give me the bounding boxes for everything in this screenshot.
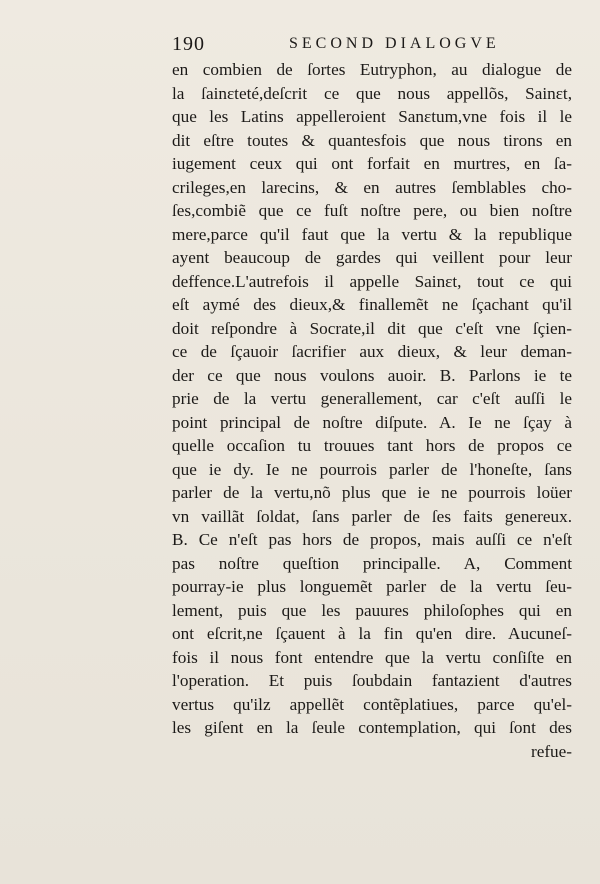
text-line: que les Latins appelleroient Sanɛtum,vne fois il le <box>172 107 572 126</box>
text-line: point principal de noſtre diſpute. A. Ie ne ſçay à <box>172 412 572 432</box>
text-line: iugement ceux qui ont forfait en murtres, en ſa- <box>172 154 572 173</box>
body-text <box>172 58 572 763</box>
text-line: la ſainɛteté,deſcrit ce que nous appellõs, Sainɛt, <box>172 83 572 103</box>
text-line: doit reſpondre à Socrate,il dit que c'eſt vne ſçien- <box>172 318 572 338</box>
text-line: dit eſtre toutes & quantesfois que nous tirons en <box>172 130 572 150</box>
text-line: ſes,combiẽ que ce fuſt noſtre pere, ou bien noſtre <box>172 201 572 220</box>
text-line: der ce que nous voulons auoir. B. Parlons ie te <box>172 365 572 385</box>
text-line: lement, puis que les pauures philoſophes qui en <box>172 600 572 620</box>
text-line: mere,parce qu'il faut que la vertu & la republique <box>172 224 572 244</box>
text-line: pourray-ie plus longuemẽt parler de la vertu ſeu- <box>172 577 572 596</box>
text-line: les giſent en la ſeule contemplation, qui ſont des <box>172 718 572 737</box>
text-line: parler de la vertu,nõ plus que ie ne pourrois loüer <box>172 483 572 502</box>
text-line: vn vaillãt ſoldat, ſans parler de ſes faits genereux. <box>172 506 572 526</box>
text-line: pas noſtre queſtion principalle. A, Comment <box>172 553 572 573</box>
running-head: SECOND DIALOGVE <box>289 35 500 52</box>
text-line: quelle occaſion tu trouues tant hors de propos ce <box>172 436 572 455</box>
text-line: vertus qu'ilz appellẽt contẽplatiues, parce qu'el- <box>172 694 572 714</box>
text-line: crileges,en larecins, & en autres ſemblables cho- <box>172 177 572 197</box>
text-line: fois il nous font entendre que la vertu conſiſte en <box>172 647 572 667</box>
text-line: eſt aymé des dieux,& finallemẽt ne ſçachant qu'il <box>172 295 572 314</box>
page-number: 190 <box>172 33 205 55</box>
text-line: que ie dy. Ie ne pourrois parler de l'honeſte, ſans <box>172 459 572 479</box>
text-line: ayent beaucoup de gardes qui veillent pour leur <box>172 248 572 267</box>
text-line: en combien de ſortes Eutryphon, au dialogue de <box>172 60 572 79</box>
text-line: deffence.L'autrefois il appelle Sainɛt, tout ce qui <box>172 271 572 291</box>
text-line: ont eſcrit,ne ſçauent à la fin qu'en dire. Aucuneſ- <box>172 624 572 643</box>
text-line: l'operation. Et puis ſoubdain fantazient d'autres <box>172 671 572 690</box>
page-header <box>172 33 572 57</box>
text-line: refue- <box>530 741 572 761</box>
text-line: B. Ce n'eſt pas hors de propos, mais auſſi ce n'eſt <box>172 530 572 549</box>
text-line: ce de ſçauoir ſacrifier aux dieux, & leur deman- <box>172 342 572 361</box>
text-line: prie de la vertu generallement, car c'eſt auſſi le <box>172 389 572 408</box>
